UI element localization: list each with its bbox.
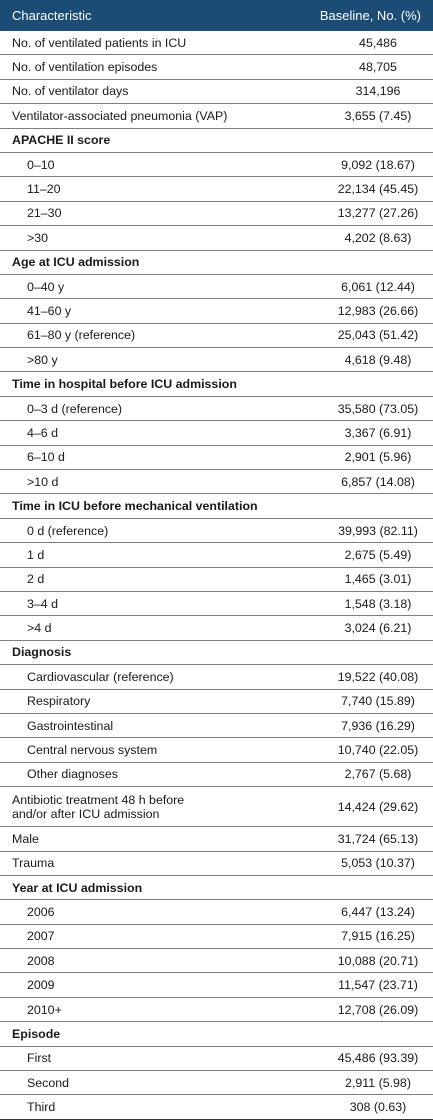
table-row bbox=[0, 900, 433, 924]
table-row bbox=[0, 690, 433, 714]
table-row bbox=[0, 348, 433, 372]
section-label: Year at ICU admission bbox=[12, 880, 143, 895]
baseline-value: 25,043 (51.42) bbox=[337, 328, 419, 343]
baseline-value: 2,901 (5.96) bbox=[344, 450, 412, 465]
characteristic-label: Second bbox=[27, 1075, 70, 1090]
baseline-value: 6,447 (13.24) bbox=[341, 904, 415, 919]
section-header-row bbox=[0, 251, 433, 275]
characteristic-label: Cardiovascular (reference) bbox=[27, 669, 174, 684]
characteristic-label: No. of ventilator days bbox=[12, 84, 129, 99]
baseline-value: 19,522 (40.08) bbox=[337, 669, 419, 684]
header-baseline: Baseline, No. (%) bbox=[319, 8, 421, 23]
characteristic-label: No. of ventilation episodes bbox=[12, 60, 158, 75]
table-row bbox=[0, 324, 433, 348]
table-row bbox=[0, 519, 433, 543]
characteristic-label: Trauma bbox=[12, 856, 55, 871]
characteristic-label: 0–40 y bbox=[27, 279, 65, 294]
baseline-value: 2,767 (5.68) bbox=[344, 767, 412, 782]
table-row bbox=[0, 177, 433, 201]
baseline-value: 10,088 (20.71) bbox=[337, 953, 419, 968]
characteristic-label: 11–20 bbox=[27, 182, 61, 197]
baseline-value: 5,053 (10.37) bbox=[341, 856, 415, 871]
baseline-value: 6,857 (14.08) bbox=[341, 474, 415, 489]
table-row bbox=[0, 470, 433, 494]
table-row bbox=[0, 31, 433, 55]
characteristic-label: No. of ventilated patients in ICU bbox=[12, 35, 187, 50]
characteristic-label: 4–6 d bbox=[27, 425, 59, 440]
table-row bbox=[0, 998, 433, 1022]
baseline-value: 2,675 (5.49) bbox=[344, 547, 412, 562]
table-row bbox=[0, 925, 433, 949]
section-header-row bbox=[0, 641, 433, 665]
section-label: Time in hospital before ICU admission bbox=[12, 377, 237, 392]
characteristic-label: 2 d bbox=[27, 572, 45, 587]
characteristic-label: Third bbox=[27, 1100, 56, 1115]
section-label: APACHE II score bbox=[12, 133, 111, 148]
table-row bbox=[0, 852, 433, 876]
baseline-value: 3,024 (6.21) bbox=[344, 621, 412, 636]
table-row bbox=[0, 1095, 433, 1119]
table-row bbox=[0, 397, 433, 421]
table-row bbox=[0, 80, 433, 104]
section-label: Age at ICU admission bbox=[12, 255, 140, 270]
table-row bbox=[0, 568, 433, 592]
section-label: Diagnosis bbox=[12, 645, 72, 660]
baseline-value: 9,092 (18.67) bbox=[341, 157, 415, 172]
characteristic-label: 21–30 bbox=[27, 206, 62, 221]
baseline-value: 314,196 bbox=[355, 84, 401, 99]
header-characteristic: Characteristic bbox=[12, 8, 92, 23]
baseline-value: 13,277 (27.26) bbox=[337, 206, 419, 221]
characteristic-label: 2008 bbox=[27, 953, 55, 968]
characteristic-label: 6–10 d bbox=[27, 450, 65, 465]
characteristic-label: First bbox=[27, 1051, 52, 1066]
table-row bbox=[0, 446, 433, 470]
baseline-value: 39,993 (82.11) bbox=[338, 523, 418, 538]
table-body bbox=[0, 31, 433, 1120]
characteristic-label: Gastrointestinal bbox=[27, 718, 114, 733]
table-row bbox=[0, 299, 433, 323]
baseline-value: 31,724 (65.13) bbox=[337, 831, 419, 846]
baseline-value: 35,580 (73.05) bbox=[337, 401, 419, 416]
table-header bbox=[0, 0, 433, 31]
table-row bbox=[0, 763, 433, 787]
baseline-value: 7,740 (15.89) bbox=[341, 694, 415, 709]
table-row bbox=[0, 1047, 433, 1071]
table-row bbox=[0, 827, 433, 851]
characteristic-label: Respiratory bbox=[27, 694, 91, 709]
characteristic-label: Male bbox=[12, 831, 39, 846]
characteristic-label: 2009 bbox=[27, 978, 55, 993]
characteristic-label: >10 d bbox=[27, 474, 59, 489]
table-row bbox=[0, 543, 433, 567]
section-header-row bbox=[0, 372, 433, 396]
section-header-row bbox=[0, 129, 433, 153]
section-label: Episode bbox=[12, 1026, 61, 1041]
characteristic-label: >4 d bbox=[27, 621, 52, 636]
table-row bbox=[0, 104, 433, 128]
baseline-value: 4,618 (9.48) bbox=[344, 352, 412, 367]
baseline-value: 1,548 (3.18) bbox=[344, 596, 412, 611]
table-row bbox=[0, 949, 433, 973]
baseline-value: 308 (0.63) bbox=[349, 1100, 407, 1115]
baseline-value: 3,655 (7.45) bbox=[344, 108, 412, 123]
table-row bbox=[0, 787, 433, 827]
characteristic-label: >30 bbox=[27, 230, 49, 245]
table-row bbox=[0, 421, 433, 445]
characteristic-label: Ventilator-associated pneumonia (VAP) bbox=[12, 108, 228, 123]
table-row bbox=[0, 665, 433, 689]
baseline-value: 1,465 (3.01) bbox=[344, 572, 412, 587]
table-row bbox=[0, 202, 433, 226]
table-row bbox=[0, 714, 433, 738]
baseline-value: 2,911 (5.98) bbox=[345, 1075, 411, 1090]
table-row bbox=[0, 973, 433, 997]
characteristic-label: 2010+ bbox=[27, 1002, 62, 1017]
characteristic-label: >80 y bbox=[27, 352, 58, 367]
baseline-value: 14,424 (29.62) bbox=[337, 799, 419, 814]
characteristic-label: 2006 bbox=[27, 904, 55, 919]
baseline-value: 4,202 (8.63) bbox=[344, 230, 412, 245]
table-row bbox=[0, 738, 433, 762]
section-header-row bbox=[0, 876, 433, 900]
baseline-value: 6,061 (12.44) bbox=[341, 279, 415, 294]
baseline-value: 11,547 (23.71) bbox=[338, 978, 418, 993]
characteristic-label: Antibiotic treatment 48 h before and/or after ICU admission bbox=[12, 792, 185, 821]
baseline-value: 22,134 (45.45) bbox=[337, 182, 419, 197]
characteristic-label: 2007 bbox=[27, 929, 55, 944]
baseline-value: 3,367 (6.91) bbox=[344, 425, 412, 440]
baseline-value: 48,705 bbox=[359, 60, 397, 75]
section-header-row bbox=[0, 1022, 433, 1046]
section-header-row bbox=[0, 494, 433, 518]
table-row bbox=[0, 153, 433, 177]
baseline-value: 45,486 (93.39) bbox=[337, 1051, 419, 1066]
characteristic-label: 3–4 d bbox=[27, 596, 59, 611]
table-row bbox=[0, 275, 433, 299]
table-row bbox=[0, 1071, 433, 1095]
baseline-value: 7,936 (16.29) bbox=[341, 718, 415, 733]
table-row bbox=[0, 226, 433, 250]
baseline-value: 10,740 (22.05) bbox=[337, 743, 419, 758]
characteristic-label: 0 d (reference) bbox=[27, 523, 109, 538]
characteristic-label: Other diagnoses bbox=[27, 767, 118, 782]
characteristic-label: 0–3 d (reference) bbox=[27, 401, 123, 416]
characteristic-label: 61–80 y (reference) bbox=[27, 328, 136, 343]
characteristic-label: 41–60 y bbox=[27, 303, 72, 318]
characteristic-label: 1 d bbox=[27, 547, 45, 562]
baseline-value: 12,983 (26.66) bbox=[337, 303, 419, 318]
baseline-value: 7,915 (16.25) bbox=[341, 929, 415, 944]
baseline-value: 12,708 (26.09) bbox=[337, 1002, 419, 1017]
characteristic-label: 0–10 bbox=[27, 157, 55, 172]
baseline-value: 45,486 bbox=[359, 35, 397, 50]
table-row bbox=[0, 616, 433, 640]
section-label: Time in ICU before mechanical ventilation bbox=[12, 499, 258, 514]
table-row bbox=[0, 55, 433, 79]
characteristic-label: Central nervous system bbox=[27, 743, 158, 758]
table-row bbox=[0, 592, 433, 616]
